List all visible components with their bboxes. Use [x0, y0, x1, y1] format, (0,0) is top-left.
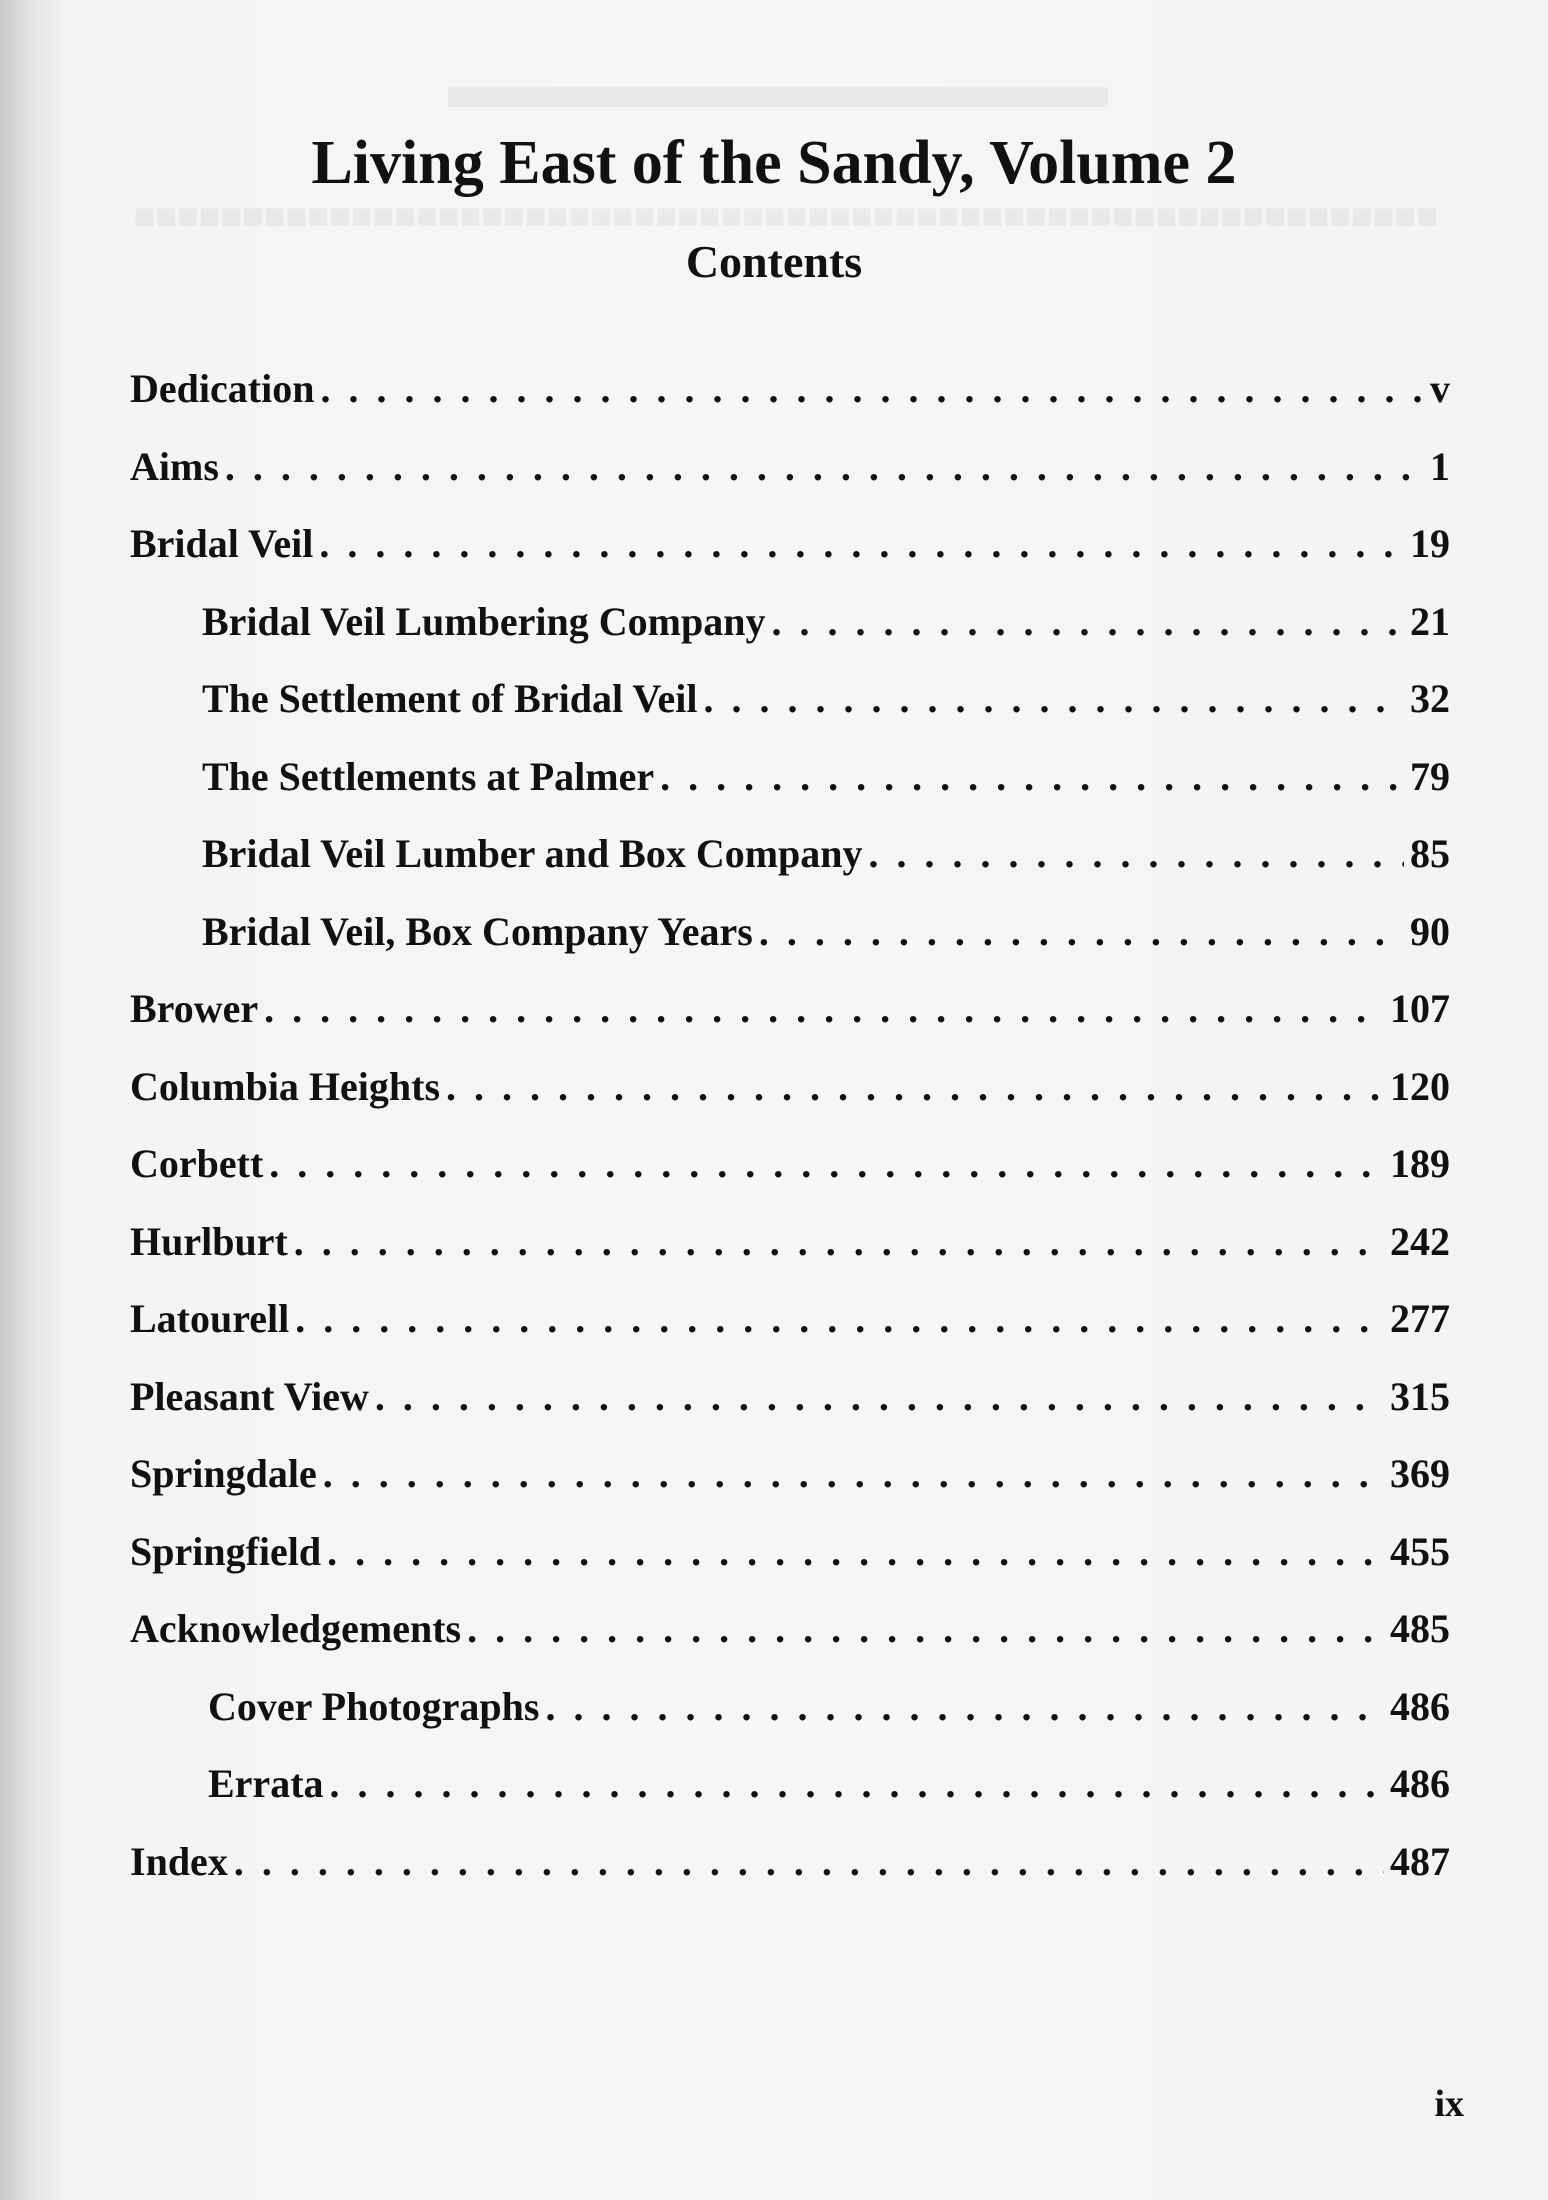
- toc-entry-title: Acknowledgements: [130, 1606, 462, 1651]
- dot-leader: [660, 753, 1404, 800]
- toc-entry-title: Dedication: [130, 366, 315, 411]
- toc-entry[interactable]: [130, 1373, 1450, 1451]
- book-title: Living East of the Sandy, Volume 2: [311, 129, 1237, 197]
- toc-subentry[interactable]: [130, 675, 1450, 753]
- toc-subentry[interactable]: [130, 598, 1450, 676]
- toc-entry-title: Corbett: [130, 1141, 264, 1186]
- toc-entry-page: 19: [1410, 521, 1450, 566]
- toc-subentry[interactable]: [130, 1760, 1450, 1838]
- bleed-through-text: ▬▬▬▬▬▬▬▬▬▬ ■■■■■■■■■■■■■■■■■■■■■■■■■■■■■■■■■■■■■■■■■■■■■■■■■■■■■■■■■■■■: [133, 49, 1438, 236]
- toc-entry[interactable]: [130, 443, 1450, 521]
- dot-leader: [375, 1373, 1384, 1420]
- toc-subentry[interactable]: [130, 908, 1450, 986]
- toc-entry-page: 90: [1410, 908, 1450, 954]
- toc-entry-page: 85: [1410, 831, 1450, 876]
- toc-entry-page: 79: [1410, 753, 1450, 799]
- dot-leader: [323, 1450, 1384, 1497]
- dot-leader: [234, 1838, 1384, 1885]
- dot-leader: [771, 598, 1404, 645]
- toc-entry-page: 369: [1390, 1451, 1450, 1496]
- toc-entry[interactable]: [130, 1218, 1450, 1296]
- table-of-contents: [130, 365, 1450, 1915]
- dot-leader: [759, 908, 1404, 955]
- dot-leader: [869, 830, 1404, 877]
- toc-entry-title: Index: [130, 1838, 228, 1884]
- toc-entry-page: 487: [1390, 1838, 1450, 1884]
- toc-entry-page: 32: [1410, 676, 1450, 721]
- toc-entry[interactable]: [130, 1295, 1450, 1373]
- toc-entry-title: Latourell: [130, 1296, 290, 1341]
- toc-entry-title: Bridal Veil Lumber and Box Company: [202, 831, 863, 876]
- toc-entry-page: 21: [1410, 598, 1450, 644]
- toc-subentry[interactable]: [130, 1683, 1450, 1761]
- toc-entry-page: 455: [1390, 1528, 1450, 1574]
- dot-leader: [330, 1760, 1384, 1807]
- dot-leader: [225, 443, 1424, 490]
- dot-leader: [264, 985, 1384, 1032]
- toc-entry-title: The Settlement of Bridal Veil: [202, 676, 698, 721]
- toc-entry-page: 315: [1390, 1373, 1450, 1419]
- toc-entry-title: Cover Photographs: [208, 1683, 540, 1729]
- toc-entry-title: Columbia Heights: [130, 1063, 441, 1109]
- page-number: ix: [1434, 2083, 1464, 2125]
- toc-entry[interactable]: [130, 985, 1450, 1063]
- toc-entry-title: Brower: [130, 986, 259, 1031]
- toc-entry-page: 485: [1390, 1606, 1450, 1651]
- dot-leader: [446, 1063, 1384, 1110]
- toc-entry-title: Springfield: [130, 1528, 322, 1574]
- toc-entry[interactable]: [130, 1140, 1450, 1218]
- dot-leader: [704, 675, 1404, 722]
- toc-entry-page: 107: [1390, 986, 1450, 1031]
- toc-entry-title: Aims: [130, 443, 219, 489]
- toc-entry[interactable]: [130, 520, 1450, 598]
- toc-entry-title: The Settlements at Palmer: [202, 753, 655, 799]
- toc-entry-page: 277: [1390, 1296, 1450, 1341]
- toc-entry-page: 189: [1390, 1141, 1450, 1186]
- toc-entry-page: 486: [1390, 1683, 1450, 1729]
- toc-subentry[interactable]: [130, 753, 1450, 831]
- toc-entry[interactable]: [130, 1528, 1450, 1606]
- toc-entry-page: 120: [1390, 1063, 1450, 1109]
- toc-entry-page: 242: [1390, 1218, 1450, 1264]
- toc-entry-title: Pleasant View: [130, 1373, 369, 1419]
- dot-leader: [295, 1295, 1384, 1342]
- toc-entry-title: Bridal Veil Lumbering Company: [202, 598, 766, 644]
- toc-entry-title: Bridal Veil: [130, 521, 314, 566]
- toc-entry[interactable]: [130, 365, 1450, 443]
- toc-entry-title: Hurlburt: [130, 1218, 288, 1264]
- contents-heading: Contents: [685, 236, 863, 287]
- toc-entry-page: v: [1430, 366, 1450, 411]
- toc-entry[interactable]: [130, 1605, 1450, 1683]
- dot-leader: [320, 365, 1424, 412]
- toc-entry[interactable]: [130, 1838, 1450, 1916]
- toc-subentry[interactable]: [130, 830, 1450, 908]
- dot-leader: [294, 1218, 1384, 1265]
- toc-entry-title: Springdale: [130, 1451, 317, 1496]
- dot-leader: [467, 1605, 1384, 1652]
- dot-leader: [319, 520, 1404, 567]
- dot-leader: [327, 1528, 1384, 1575]
- dot-leader: [545, 1683, 1384, 1730]
- toc-entry-title: Errata: [208, 1761, 324, 1806]
- dot-leader: [269, 1140, 1384, 1187]
- toc-entry[interactable]: [130, 1450, 1450, 1528]
- toc-entry-page: 1: [1430, 443, 1450, 489]
- toc-entry-title: Bridal Veil, Box Company Years: [202, 908, 753, 954]
- toc-entry[interactable]: [130, 1063, 1450, 1141]
- toc-entry-page: 486: [1390, 1761, 1450, 1806]
